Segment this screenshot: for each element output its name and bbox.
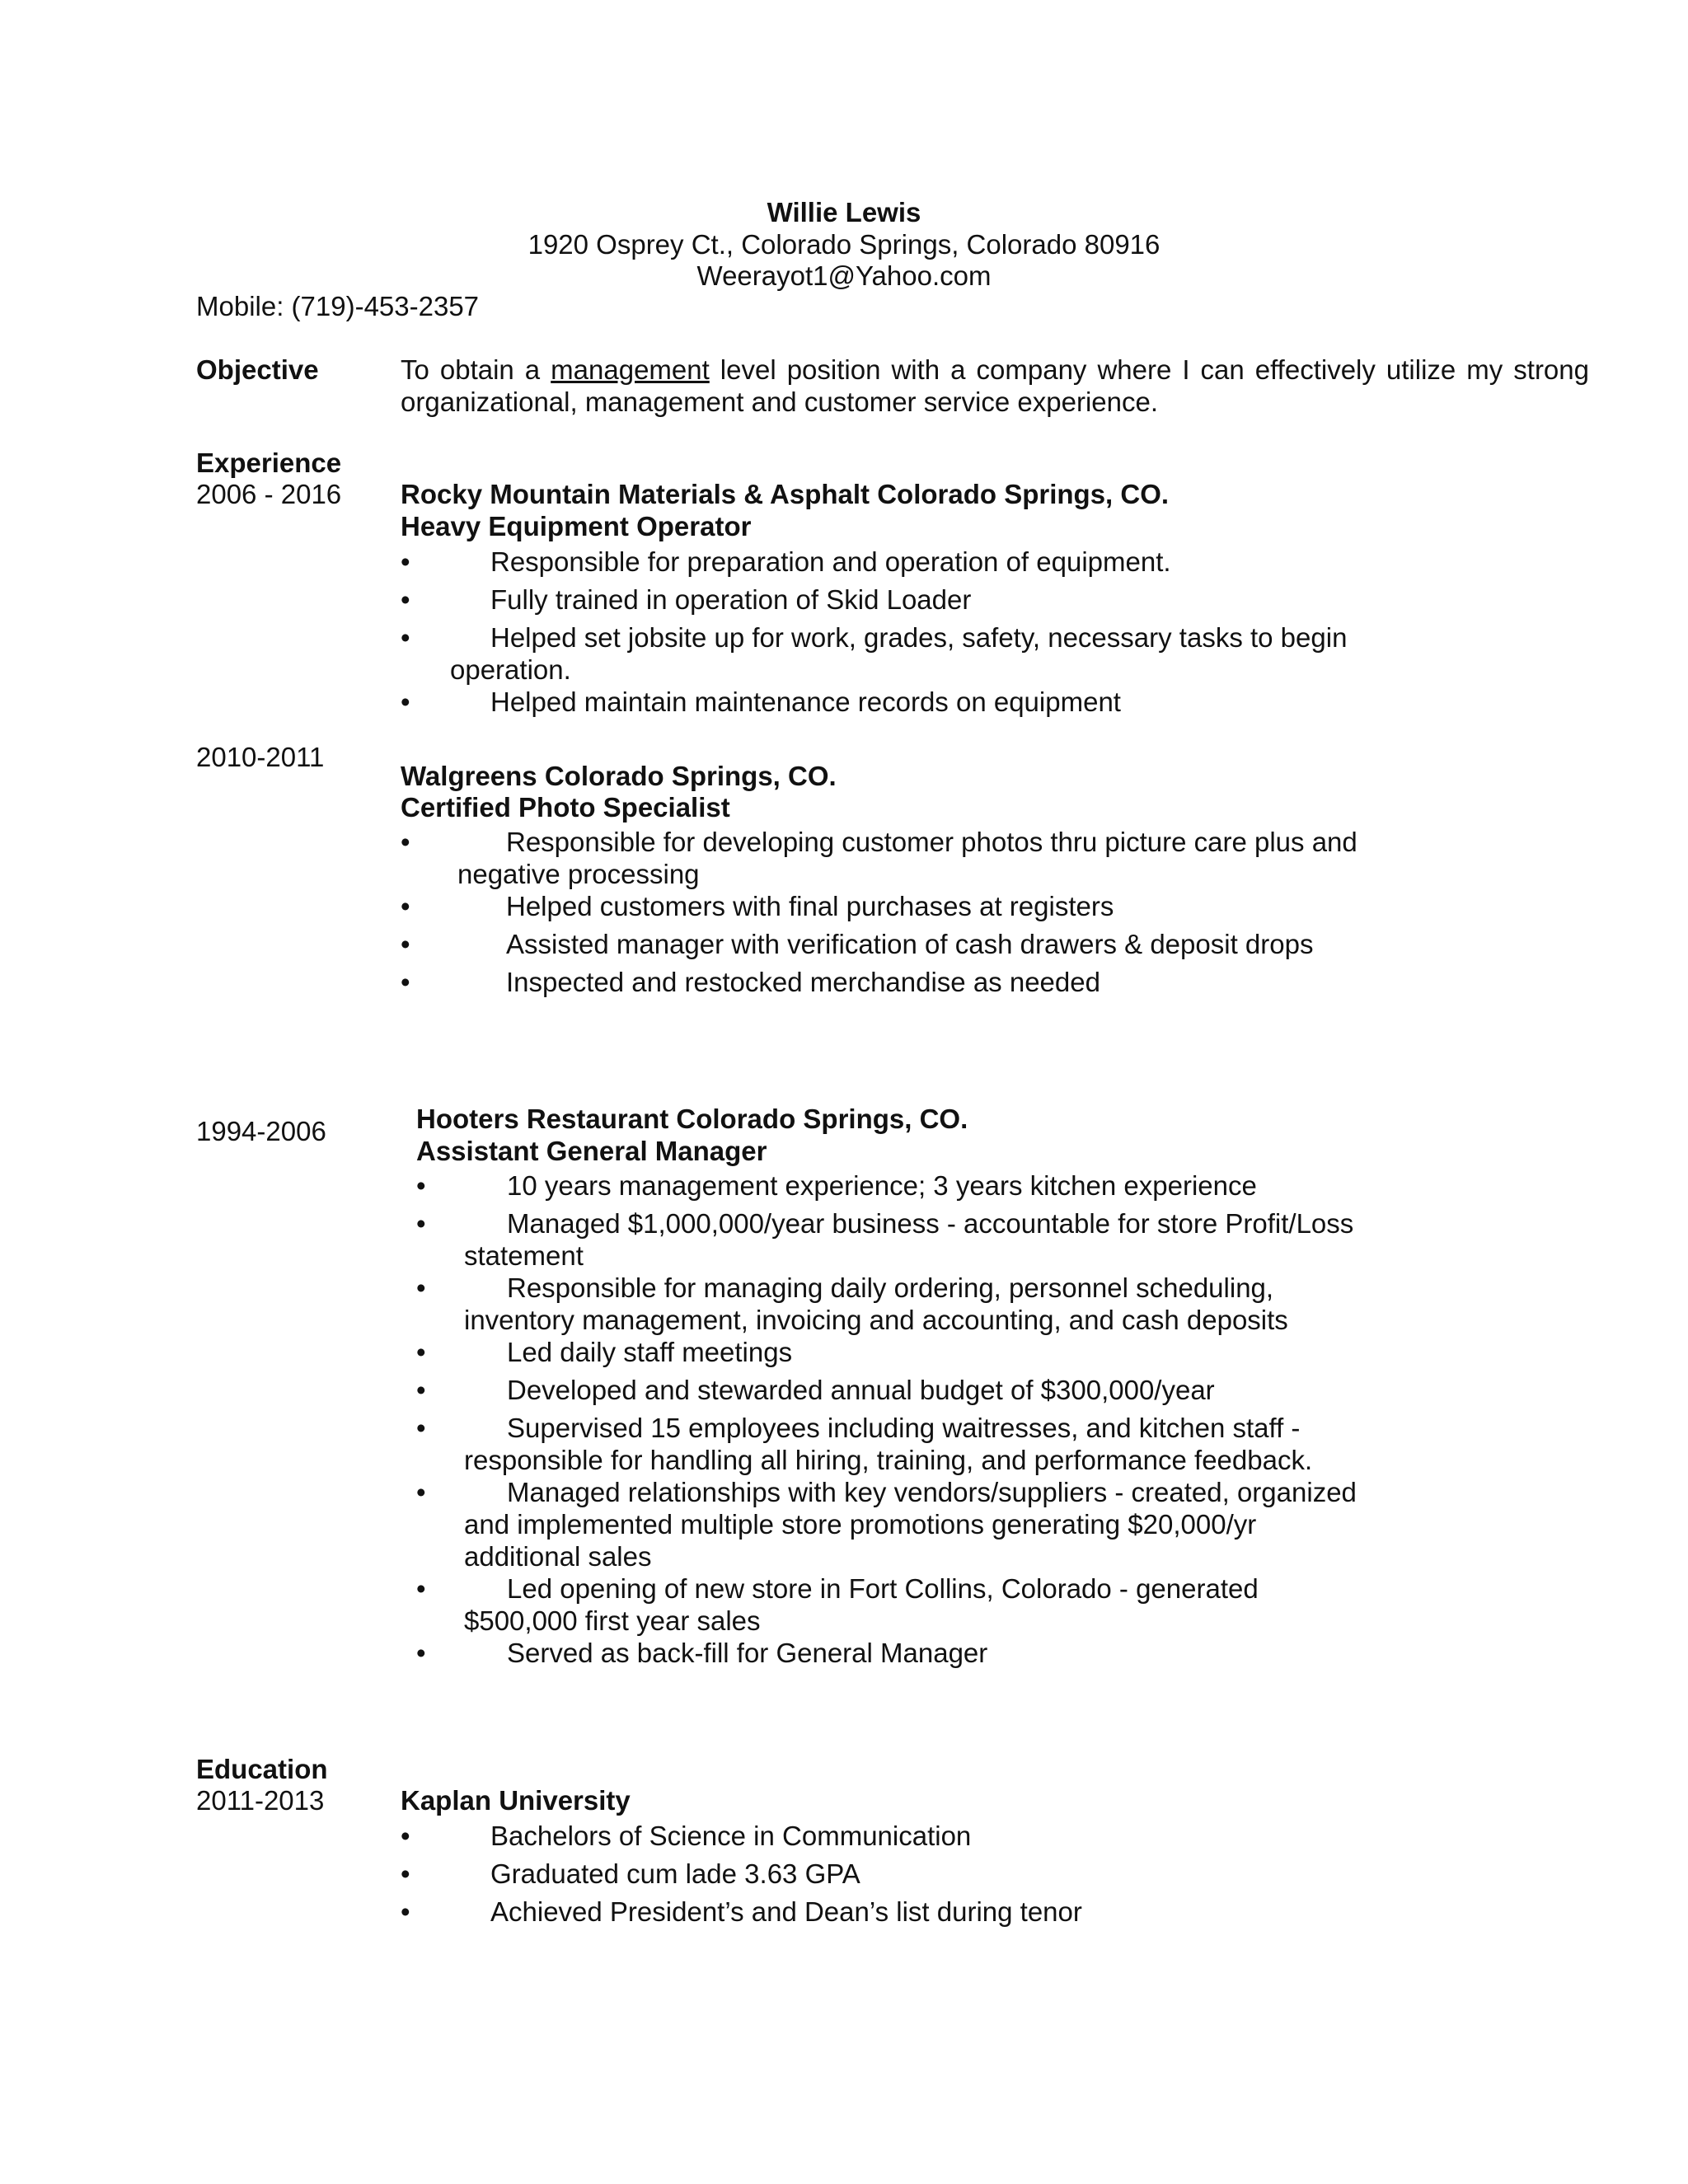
bullet-text: Helped customers with final purchases at registers (506, 891, 1114, 921)
bullet-dot: • (416, 1375, 426, 1405)
bullet-text: Assisted manager with verification of cash drawers & deposit drops (506, 929, 1314, 959)
bullet-text: Responsible for managing daily ordering, personnel scheduling, (507, 1272, 1274, 1303)
objective-text-before: To obtain a (401, 354, 551, 385)
resume-address: 1920 Osprey Ct., Colorado Springs, Colorado 80916 (528, 229, 1160, 260)
bullet-text-continuation: negative processing (457, 859, 700, 889)
bullet-text-continuation: and implemented multiple store promotions generating $20,000/yr (464, 1509, 1257, 1540)
bullet-text-continuation: $500,000 first year sales (464, 1605, 761, 1636)
bullet-text: Led daily staff meetings (507, 1337, 793, 1367)
bullet-dot: • (416, 1477, 426, 1507)
job-dates: 2006 - 2016 (196, 479, 342, 509)
objective-heading: Objective (196, 354, 319, 385)
job-dates: 2010-2011 (196, 742, 325, 772)
objective-text-after: level position with a company where I can effectively utilize my strong organizational, management and customer service experience. (401, 354, 1589, 417)
bullet-text: Helped set jobsite up for work, grades, safety, necessary tasks to begin (490, 622, 1348, 653)
job-company: Walgreens Colorado Springs, CO. (401, 761, 837, 791)
job-title: Assistant General Manager (416, 1136, 767, 1166)
bullet-text-continuation: statement (464, 1240, 584, 1271)
bullet-dot: • (401, 687, 410, 717)
bullet-dot: • (416, 1208, 426, 1239)
bullet-text: Achieved President’s and Dean’s list during tenor (490, 1896, 1082, 1927)
experience-heading: Experience (196, 448, 342, 478)
bullet-dot: • (416, 1170, 426, 1201)
bullet-dot: • (401, 1896, 410, 1927)
objective-underlined-word: management (551, 354, 710, 385)
bullet-dot: • (401, 1821, 410, 1851)
job-company: Hooters Restaurant Colorado Springs, CO. (416, 1104, 968, 1134)
bullet-text: Responsible for preparation and operation of equipment. (490, 546, 1171, 577)
bullet-text: Helped maintain maintenance records on equipment (490, 687, 1121, 717)
bullet-dot: • (401, 546, 410, 577)
bullet-dot: • (401, 967, 410, 997)
bullet-dot: • (401, 1858, 410, 1889)
job-title: Certified Photo Specialist (401, 792, 730, 823)
job-company: Rocky Mountain Materials & Asphalt Colorado Springs, CO. (401, 479, 1170, 509)
bullet-text: Led opening of new store in Fort Collins, Colorado - generated (507, 1573, 1259, 1604)
bullet-text-continuation: inventory management, invoicing and accounting, and cash deposits (464, 1305, 1288, 1335)
bullet-text: Managed $1,000,000/year business - accountable for store Profit/Loss (507, 1208, 1354, 1239)
bullet-dot: • (416, 1337, 426, 1367)
bullet-text: Fully trained in operation of Skid Loader (490, 584, 972, 615)
bullet-text-continuation: responsible for handling all hiring, training, and performance feedback. (464, 1445, 1313, 1475)
education-school: Kaplan University (401, 1785, 631, 1816)
bullet-dot: • (401, 891, 410, 921)
bullet-text-continuation: operation. (450, 654, 571, 685)
bullet-dot: • (401, 584, 410, 615)
bullet-dot: • (401, 929, 410, 959)
bullet-dot: • (416, 1413, 426, 1443)
resume-mobile: Mobile: (719)-453-2357 (196, 291, 480, 321)
resume-email: Weerayot1@Yahoo.com (696, 260, 992, 291)
education-dates: 2011-2013 (196, 1785, 325, 1816)
job-dates: 1994-2006 (196, 1116, 326, 1146)
job-title: Heavy Equipment Operator (401, 511, 752, 541)
bullet-text: Graduated cum lade 3.63 GPA (490, 1858, 860, 1889)
bullet-dot: • (416, 1573, 426, 1604)
bullet-text-continuation: additional sales (464, 1541, 652, 1572)
resume-name: Willie Lewis (767, 197, 921, 227)
bullet-dot: • (401, 827, 410, 857)
bullet-dot: • (401, 622, 410, 653)
bullet-text: Managed relationships with key vendors/suppliers - created, organized (507, 1477, 1357, 1507)
education-heading: Education (196, 1754, 328, 1784)
bullet-text: Responsible for developing customer photos thru picture care plus and (506, 827, 1357, 857)
bullet-dot: • (416, 1272, 426, 1303)
bullet-text: Supervised 15 employees including waitresses, and kitchen staff - (507, 1413, 1301, 1443)
bullet-text: Inspected and restocked merchandise as needed (506, 967, 1100, 997)
bullet-text: 10 years management experience; 3 years kitchen experience (507, 1170, 1257, 1201)
bullet-text: Bachelors of Science in Communication (490, 1821, 972, 1851)
bullet-dot: • (416, 1638, 426, 1668)
bullet-text: Served as back-fill for General Manager (507, 1638, 988, 1668)
bullet-text: Developed and stewarded annual budget of $300,000/year (507, 1375, 1215, 1405)
objective-text (401, 354, 1589, 418)
